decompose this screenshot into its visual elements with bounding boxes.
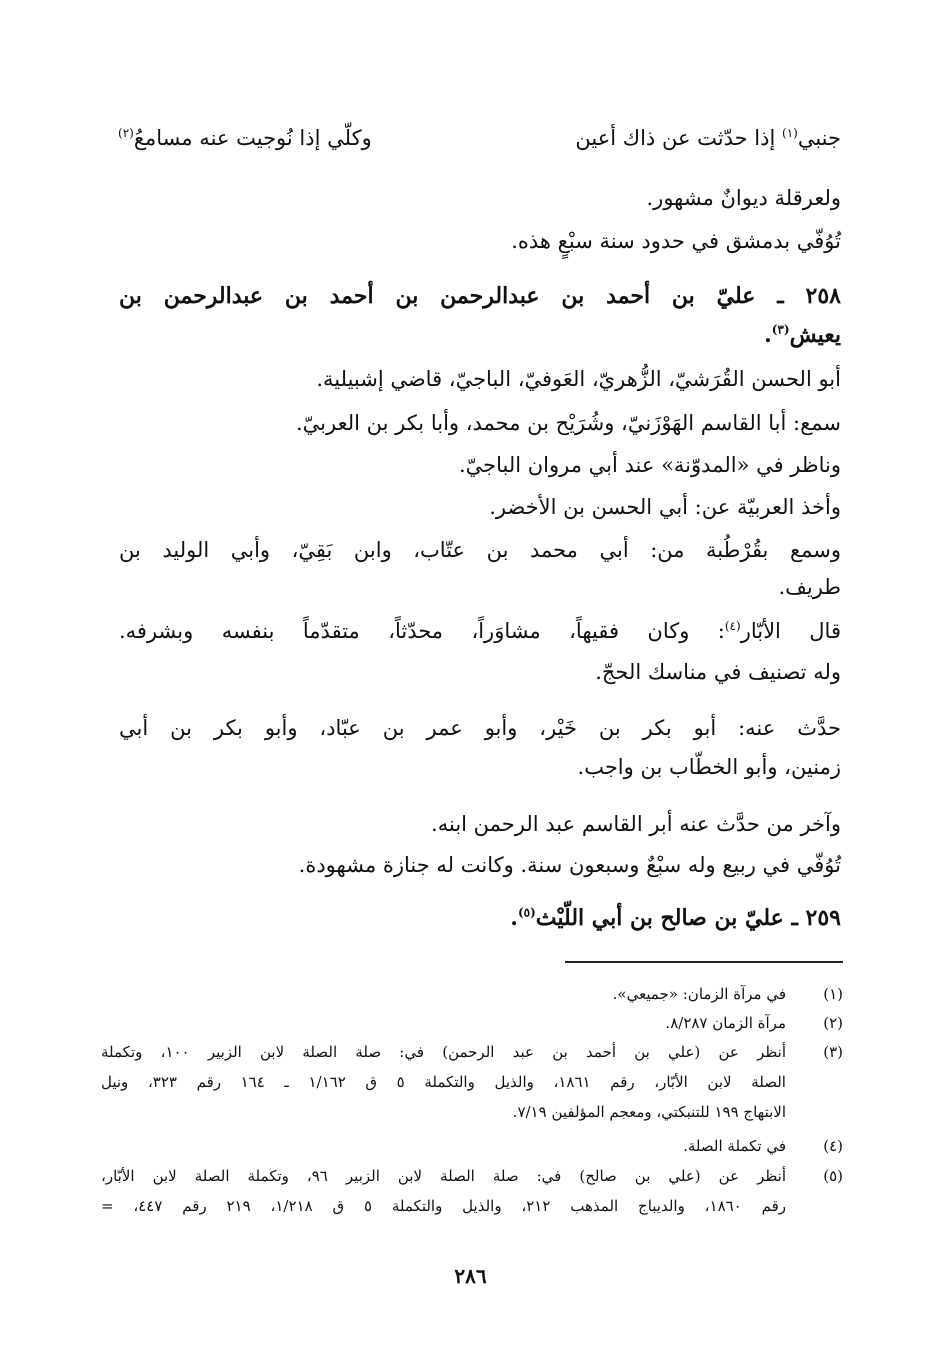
text-line: حدَّث عنه: أبو بكر بن خَيْر، وأبو عمر بن عبّاد، وأبو بكر بن أبي	[119, 716, 842, 740]
text-line: تُوُفّي بدمشق في حدود سنة سبْعٍ هذه.	[511, 229, 841, 253]
footnote-separator	[565, 961, 843, 963]
text-line: ولعرقلة ديوانٌ مشهور.	[646, 186, 841, 210]
footnote-ref-2: (٢)	[118, 126, 134, 140]
footnote-number: (٥)	[823, 1167, 843, 1185]
footnote-ref-3: (٣)	[771, 322, 790, 337]
text-line: سمع: أبا القاسم الهَوْزَنيّ، وشُرَيْح بن محمد، وأبا بكر بن العربيّ.	[295, 411, 841, 435]
footnote-text: رقم ١٨٦٠، والديباج المذهب ٢١٢، والذيل والتكملة ٥ ق ١/٢١٨، ٢١٩ رقم ٤٤٧، =	[101, 1197, 786, 1215]
footnote-ref-1: (١)	[782, 126, 798, 140]
entry-258-heading: ٢٥٨ ـ عليّ بن أحمد بن عبدالرحمن بن أحمد بن عبدالرحمن بن	[119, 283, 841, 309]
page-number: ٢٨٦	[454, 1264, 487, 1288]
footnote-number: (٤)	[823, 1137, 843, 1155]
footnote-text: أنظر عن (علي بن صالح) في: صلة الصلة لابن الزبير ٩٦، وتكملة الصلة لابن الأبّار،	[101, 1167, 786, 1185]
footnote-text: الابتهاج ١٩٩ للتنبكتي، ومعجم المؤلفين ٧/١٩.	[512, 1103, 786, 1121]
footnote-text: مرآة الزمان ٨/٢٨٧.	[665, 1014, 786, 1032]
verse-left-hemistich: وكلّي إذا نُوجيت عنه مسامعُ$^{(٢)}$	[118, 126, 372, 150]
text-line: أبو الحسن القُرَشيّ، الزُّهريّ، العَوفيّ، الباجيّ، قاضي إشبيلية.	[316, 367, 841, 391]
text-line: وأخذ العربيّة عن: أبي الحسن بن الأخضر.	[489, 495, 841, 519]
footnote-number: (١)	[823, 985, 843, 1003]
footnote-text: الصلة لابن الأبّار، رقم ١٨٦١، والذيل والتكملة ٥ ق ١/١٦٢ ـ ١٦٤ رقم ٣٢٣، ونيل	[101, 1073, 786, 1091]
text-line: زمنين، وأبو الخطّاب بن واجب.	[577, 755, 841, 779]
footnote-text: أنظر عن (علي بن أحمد بن عبد الرحمن) في: صلة الصلة لابن الزبير ١٠٠، وتكملة	[101, 1043, 786, 1061]
text-line: وسمع بقُرْطُبة من: أبي محمد بن عتّاب، وابن بَقِيّ، وأبي الوليد بن	[119, 538, 841, 562]
text-line: طريف.	[778, 575, 841, 599]
verse-right-hemistich: جنبي$^{(١)}$ إذا حدّثت عن ذاك أعين	[575, 126, 841, 150]
footnote-number: (٢)	[823, 1014, 843, 1032]
footnote-ref-5: (٥)	[517, 905, 536, 920]
entry-259-heading: ٢٥٩ ـ عليّ بن صالح بن أبي اللّيْث$^{(٥)}$.	[510, 905, 841, 931]
entry-258-heading-cont: يعيش$^{(٣)}$.	[764, 322, 841, 348]
text-line: تُوُفّي في ربيع وله سبْعٌ وسبعون سنة. وكانت له جنازة مشهودة.	[298, 853, 841, 877]
footnote-text: في تكملة الصلة.	[683, 1137, 786, 1155]
footnote-text: في مرآة الزمان: «جميعي».	[612, 985, 786, 1003]
footnote-number: (٣)	[823, 1043, 843, 1061]
text-line: وله تصنيف في مناسك الحجّ.	[595, 660, 841, 684]
footnote-ref-4: (٤)	[724, 619, 741, 633]
text-line: قال الأبّار$^{(٤)}$: وكان فقيهاً، مشاوَراً، محدّثاً، متقدّماً بنفسه وبشرفه.	[119, 619, 841, 643]
text-line: وآخر من حدَّث عنه أبر القاسم عبد الرحمن ابنه.	[431, 812, 841, 836]
text-line: وناظر في «المدوّنة» عند أبي مروان الباجيّ.	[458, 453, 841, 477]
